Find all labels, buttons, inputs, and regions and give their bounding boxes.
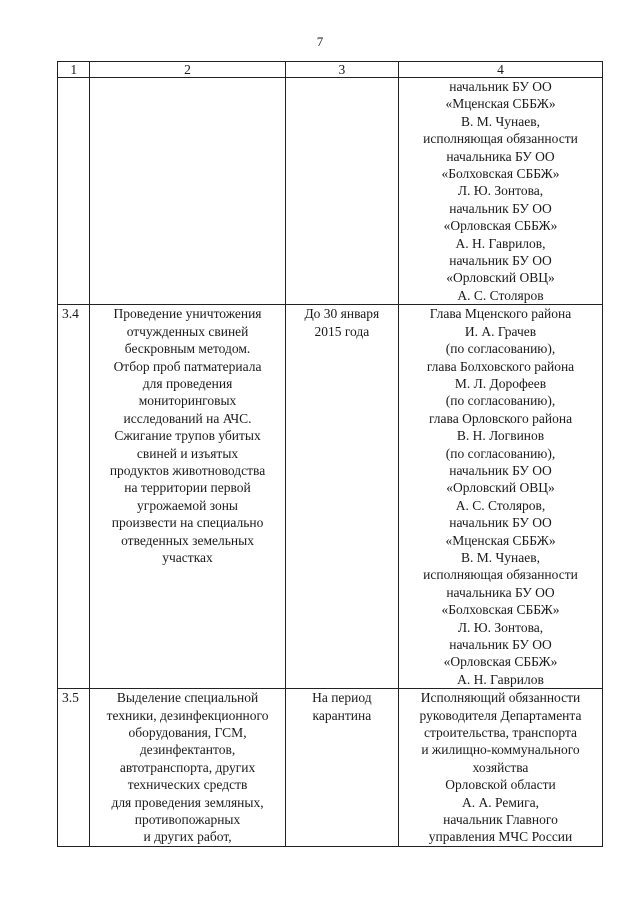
action-line: Отбор проб патматериала	[113, 358, 262, 374]
responsible-line: строительства, транспорта	[423, 725, 578, 741]
responsible-line: «Болховская СББЖ»	[441, 166, 560, 182]
action-line: свиней и изъятых	[136, 445, 239, 461]
action-line: техники, дезинфекционного	[106, 707, 269, 723]
action-line: дезинфектантов,	[139, 742, 236, 758]
action-line: противопожарных	[134, 812, 241, 828]
responsible-line: «Орловская СББЖ»	[443, 654, 558, 670]
responsible-line: начальник Главного	[443, 812, 558, 828]
action-line: Выделение специальной	[116, 690, 259, 706]
responsible-line: В. М. Чунаев,	[461, 549, 540, 565]
responsible-line: начальник БУ ОО	[449, 462, 552, 478]
responsible-line: Глава Мценского района	[429, 306, 572, 322]
responsible-line: В. Н. Логвинов	[456, 428, 545, 444]
responsible-line: глава Болховского района	[426, 358, 575, 374]
action-line: автотранспорта, других	[119, 759, 256, 775]
action-cell	[90, 78, 285, 305]
action-line: отведенных земельных	[121, 532, 254, 548]
item-number: 3.5	[58, 689, 90, 847]
action-line: для проведения земляных,	[111, 794, 264, 810]
responsible-line: начальник БУ ОО	[449, 200, 552, 216]
responsible-line: управления МЧС России	[428, 829, 573, 845]
responsible-line: Л. Ю. Зонтова,	[457, 619, 544, 635]
action-cell	[90, 305, 285, 689]
action-line: оборудования, ГСМ,	[128, 725, 247, 741]
item-number: 3.4	[58, 305, 90, 689]
responsible-line: А. С. Столяров	[457, 287, 544, 303]
responsible-line: и жилищно-коммунального	[421, 742, 580, 758]
responsible-line: (по согласованию),	[445, 393, 556, 409]
table-row	[58, 689, 603, 847]
header-col-1: 1	[58, 62, 90, 78]
deadline-cell	[285, 689, 398, 847]
responsible-line: начальника БУ ОО	[446, 148, 555, 164]
action-line: отчужденных свиней	[126, 323, 249, 339]
action-line: для проведения	[142, 375, 233, 391]
responsible-line: В. М. Чунаев,	[461, 113, 540, 129]
responsible-line: (по согласованию),	[445, 341, 556, 357]
responsible-line: хозяйства	[472, 759, 529, 775]
header-col-2: 2	[90, 62, 285, 78]
responsible-line: начальника БУ ОО	[446, 584, 555, 600]
item-number	[58, 78, 90, 305]
responsible-line: А. Н. Гаврилов,	[455, 235, 546, 251]
action-line: исследований на АЧС.	[123, 410, 252, 426]
table-row	[58, 305, 603, 689]
responsible-line: Л. Ю. Зонтова,	[457, 183, 544, 199]
deadline-cell	[285, 78, 398, 305]
action-line: участках	[162, 549, 213, 565]
responsible-line: начальник БУ ОО	[449, 253, 552, 269]
responsible-line: Исполняющий обязанности	[420, 690, 581, 706]
table-header-row	[58, 62, 603, 78]
header-col-3: 3	[285, 62, 398, 78]
action-line: Проведение уничтожения	[113, 306, 262, 322]
deadline-line: 2015 года	[314, 323, 370, 339]
deadline-line: карантина	[312, 707, 372, 723]
deadline-line: До 30 января	[304, 306, 380, 322]
action-line: произвести на специально	[111, 515, 264, 531]
deadline-line: На период	[312, 690, 372, 706]
deadline-cell	[285, 305, 398, 689]
responsible-line: «Мценская СББЖ»	[445, 532, 556, 548]
responsible-line: А. С. Столяров,	[455, 497, 546, 513]
responsible-cell	[399, 78, 603, 305]
action-line: продуктов животноводства	[109, 462, 266, 478]
action-line: и других работ,	[143, 829, 232, 845]
responsible-line: «Орловский ОВЦ»	[446, 480, 555, 496]
action-line: Сжигание трупов убитых	[114, 428, 261, 444]
responsible-line: «Мценская СББЖ»	[445, 96, 556, 112]
action-line: угрожаемой зоны	[137, 497, 239, 513]
responsible-line: глава Орловского района	[428, 410, 573, 426]
responsible-line: начальник БУ ОО	[449, 637, 552, 652]
responsible-line: А. А. Ремига,	[462, 794, 539, 810]
responsible-line: М. Л. Дорофеев	[454, 375, 547, 391]
responsible-cell	[399, 305, 603, 689]
action-line: на территории первой	[124, 480, 251, 496]
action-line: мониторинговых	[138, 393, 237, 409]
responsible-line: «Болховская СББЖ»	[441, 602, 560, 618]
action-cell	[90, 689, 285, 847]
responsible-line: И. А. Грачев	[464, 323, 537, 339]
page-number: 7	[316, 34, 324, 49]
responsible-cell	[399, 689, 603, 847]
responsible-line: А. Н. Гаврилов	[457, 671, 544, 687]
responsible-line: «Орловский ОВЦ»	[446, 270, 555, 286]
responsible-line: «Орловская СББЖ»	[443, 218, 558, 234]
responsible-line: начальник БУ ОО	[449, 79, 552, 94]
responsible-line: Орловской области	[445, 777, 556, 793]
responsible-line: начальник БУ ОО	[449, 515, 552, 531]
header-col-4: 4	[399, 62, 603, 78]
responsible-line: руководителя Департамента	[419, 707, 582, 723]
responsible-line: исполняющая обязанности	[423, 131, 578, 147]
action-line: технических средств	[127, 777, 248, 793]
responsible-line: исполняющая обязанности	[423, 567, 578, 583]
action-line: бескровным методом.	[124, 341, 251, 357]
plan-table	[57, 61, 603, 847]
table-row	[58, 78, 603, 305]
responsible-line: (по согласованию),	[445, 445, 556, 461]
